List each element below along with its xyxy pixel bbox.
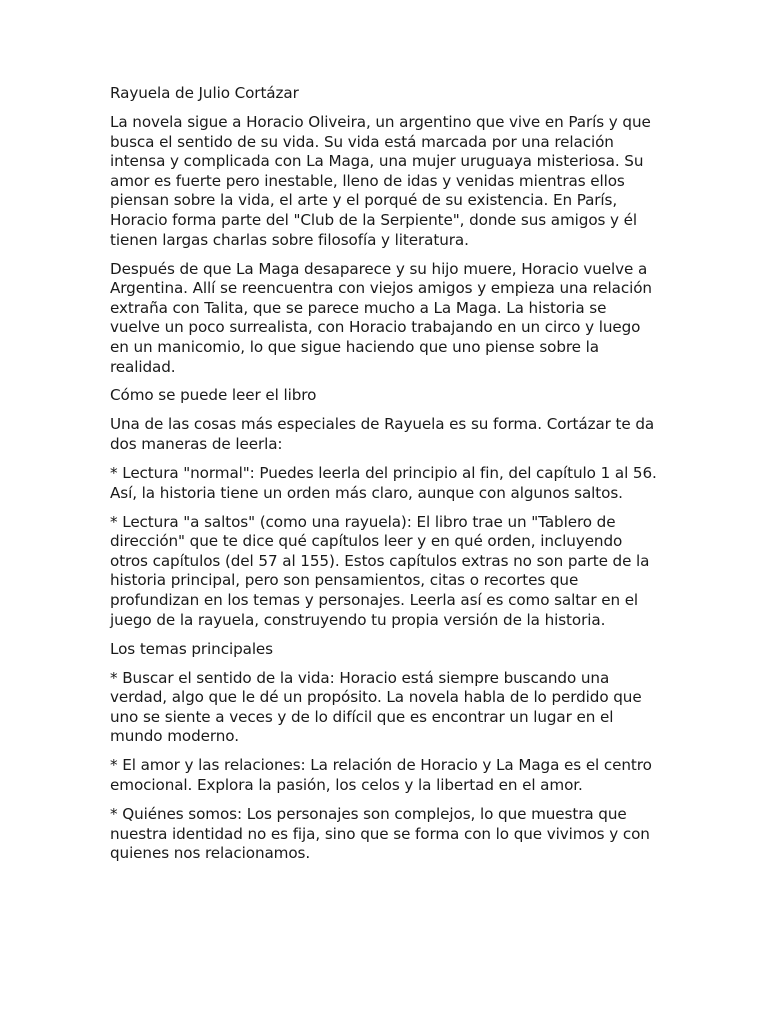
section-heading-reading: Cómo se puede leer el libro [110, 386, 317, 405]
section-heading-themes: Los temas principales [110, 639, 273, 658]
paragraph-synopsis-argentina: Después de que La Maga desaparece y su hijo muere, Horacio vuelve a Argentina. Allí se reencuentra con viejos amigos y empieza una relación extraña con Talita, que se parece mucho a La Maga. La historia se vuelve un poco surrealista, con Horacio trabajando en un circo y luego en un manicomio, lo que sigue haciendo que uno piense sobre la realidad. [110, 259, 652, 376]
bullet-theme-meaning: * Buscar el sentido de la vida: Horacio está siempre buscando una verdad, algo que le dé un propósito. La novela habla de lo perdido que uno se siente a veces y de lo difícil que es encontrar un lugar en el mundo moderno. [110, 668, 642, 746]
paragraph-synopsis-paris: La novela sigue a Horacio Oliveira, un argentino que vive en París y que busca el sentido de su vida. Su vida está marcada por una relación intensa y complicada con La Maga, una mujer uruguaya misteriosa. Su amor es fuerte pero inestable, lleno de idas y venidas mientras ellos piensan sobre la vida, el arte y el porqué de su existencia. En París, Horacio forma parte del "Club de la Serpiente", donde sus amigos y él tienen largas charlas sobre filosofía y literatura. [110, 112, 651, 249]
bullet-normal-reading: * Lectura "normal": Puedes leerla del principio al fin, del capítulo 1 al 56. Así, la historia tiene un orden más claro, aunque con algunos saltos. [110, 464, 657, 502]
bullet-theme-identity: * Quiénes somos: Los personajes son complejos, lo que muestra que nuestra identidad no es fija, sino que se forma con lo que vivimos y con quienes nos relacionamos. [110, 804, 650, 863]
bullet-theme-love: * El amor y las relaciones: La relación de Horacio y La Maga es el centro emocional. Explora la pasión, los celos y la libertad en el amor. [110, 756, 652, 794]
bullet-hopscotch-reading: * Lectura "a saltos" (como una rayuela): El libro trae un "Tablero de dirección" que te dice qué capítulos leer y en qué orden, incluyendo otros capítulos (del 57 al 155). Estos capítulos extras no son parte de la historia principal, pero son pensamientos, citas o recortes que profundizan en los temas y personajes. Leerla así es como saltar en el juego de la rayuela, construyendo tu propia versión de la historia. [110, 512, 650, 629]
paragraph-reading-intro: Una de las cosas más especiales de Rayuela es su forma. Cortázar te da dos maneras de leerla: [110, 415, 655, 454]
document-title: Rayuela de Julio Cortázar [110, 84, 299, 102]
document-body [110, 84, 658, 873]
